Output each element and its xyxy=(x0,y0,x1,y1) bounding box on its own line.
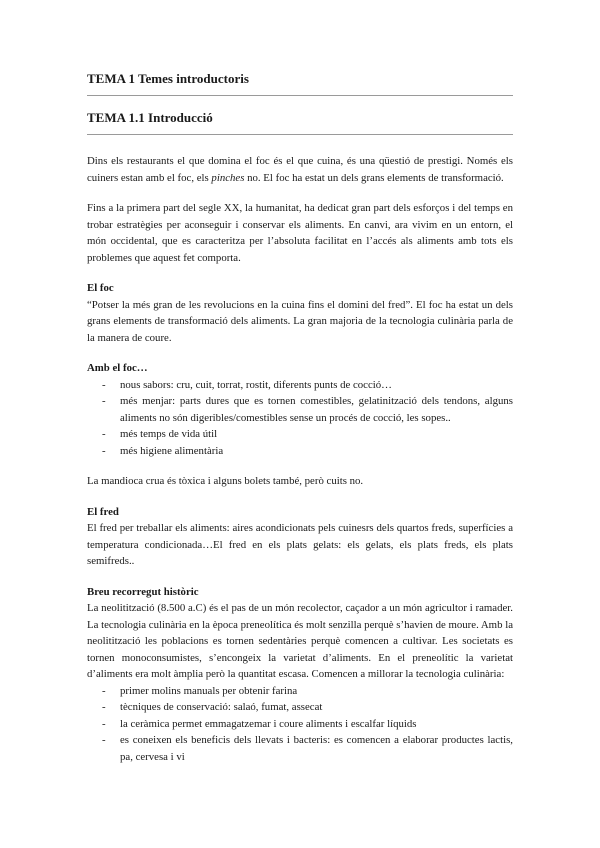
mandioca-paragraph: La mandioca crua és tòxica i alguns bolets també, però cuits no. xyxy=(87,475,364,487)
divider-2 xyxy=(87,134,513,135)
intro-paragraph-2: Fins a la primera part del segle XX, la humanitat, ha dedicat gran part dels esforços i del temps en trobar estratègies per aconseguir i conservar els aliments. En canvi, ara vivim en un entorn, el món occidental, que es caracteritza per l’absoluta facilitat en l’accés als aliments amb tots els problemes que aquest fet comporta. xyxy=(87,202,513,264)
intro-italic-word: pinches xyxy=(211,171,245,184)
intro-paragraph-1 xyxy=(87,153,513,186)
amb-foc-list xyxy=(87,377,513,460)
list-item-text: la ceràmica permet emmagatzemar i coure aliments i escalfar líquids xyxy=(120,717,417,730)
bullet-dash: - xyxy=(102,428,106,440)
section-title-amb-foc: Amb el foc… xyxy=(87,362,148,374)
intro-text-start: Dins els restaurants el que domina el foc és el que cuina, és una qüestió de prestigi. Només els cuiners estan amb el foc, els xyxy=(87,155,513,184)
list-item-text: més temps de vida útil xyxy=(120,428,218,440)
list-item xyxy=(87,443,513,460)
fred-paragraph: El fred per treballar els aliments: aires acondicionats pels cuinesrs dels quartos freds, superfícies a temperatura condicionada…El fred en els plats gelats: els gelats, els plats freds, els plats semifreds.. xyxy=(87,522,513,567)
list-item xyxy=(87,683,513,700)
intro-text-end: no. El foc ha estat un dels grans elements de transformació. xyxy=(244,171,504,184)
list-item-text: tècniques de conservació: salaó, fumat, assecat xyxy=(120,701,323,713)
list-item xyxy=(87,377,513,394)
list-item-text: primer molins manuals per obtenir farina xyxy=(120,684,298,697)
list-item xyxy=(87,699,513,716)
bullet-dash: - xyxy=(102,444,106,457)
section-title-breu-recorregut: Breu recorregut històric xyxy=(87,585,199,598)
bullet-dash: - xyxy=(102,395,106,407)
document-content xyxy=(87,70,513,765)
section-title-fred: El fred xyxy=(87,505,119,518)
list-item xyxy=(87,716,513,733)
bullet-dash: - xyxy=(102,684,106,697)
bullet-dash: - xyxy=(102,717,106,730)
section-title-foc: El foc xyxy=(87,282,114,294)
bullet-dash: - xyxy=(102,734,106,746)
foc-paragraph: “Potser la més gran de les revolucions en la cuina fins el domini del fred”. El foc ha estat un dels grans elements de transformació dels aliments. La gran majoria de la tecnologia culinària parla de la manera de coure. xyxy=(87,298,513,344)
list-item-text: es coneixen els beneficis dels llevats i bacteris: es comencen a elaborar productes lactis, pa, cervesa i vi xyxy=(120,734,513,763)
list-item-text: més higiene alimentària xyxy=(120,444,224,457)
bullet-dash: - xyxy=(102,701,106,713)
bullet-dash: - xyxy=(102,378,106,391)
list-item xyxy=(87,426,513,443)
list-item xyxy=(87,732,513,765)
divider-1 xyxy=(87,95,513,96)
list-item-text: nous sabors: cru, cuit, torrat, rostit, diferents punts de cocció… xyxy=(120,378,392,391)
breu-paragraph: La neolitització (8.500 a.C) és el pas de un món recolector, caçador a un món agricultor i ramader. La tecnologia culinària en la època preneolítica és molt senzilla perquè s’havien de moure. Amb la neolitització les poblacions es tornen sedentàries perquè comencen a cultivar. Les societats es tornen monoconsumistes, s’encongeix la varietat d’aliments. En el preneolític la varietat d’aliments era molt àmplia però la quantitat escasa. Comencen a millorar la tecnologia culinària: xyxy=(87,602,513,680)
heading-tema-1-1: TEMA 1.1 Introducció xyxy=(87,110,213,125)
list-item xyxy=(87,393,513,426)
heading-tema-1: TEMA 1 Temes introductoris xyxy=(87,71,249,86)
list-item-text: més menjar: parts dures que es tornen comestibles, gelatinització dels tendons, alguns aliments no són digeribles/comestibles sense un procés de cocció, les sopes.. xyxy=(120,395,513,424)
breu-list xyxy=(87,683,513,766)
